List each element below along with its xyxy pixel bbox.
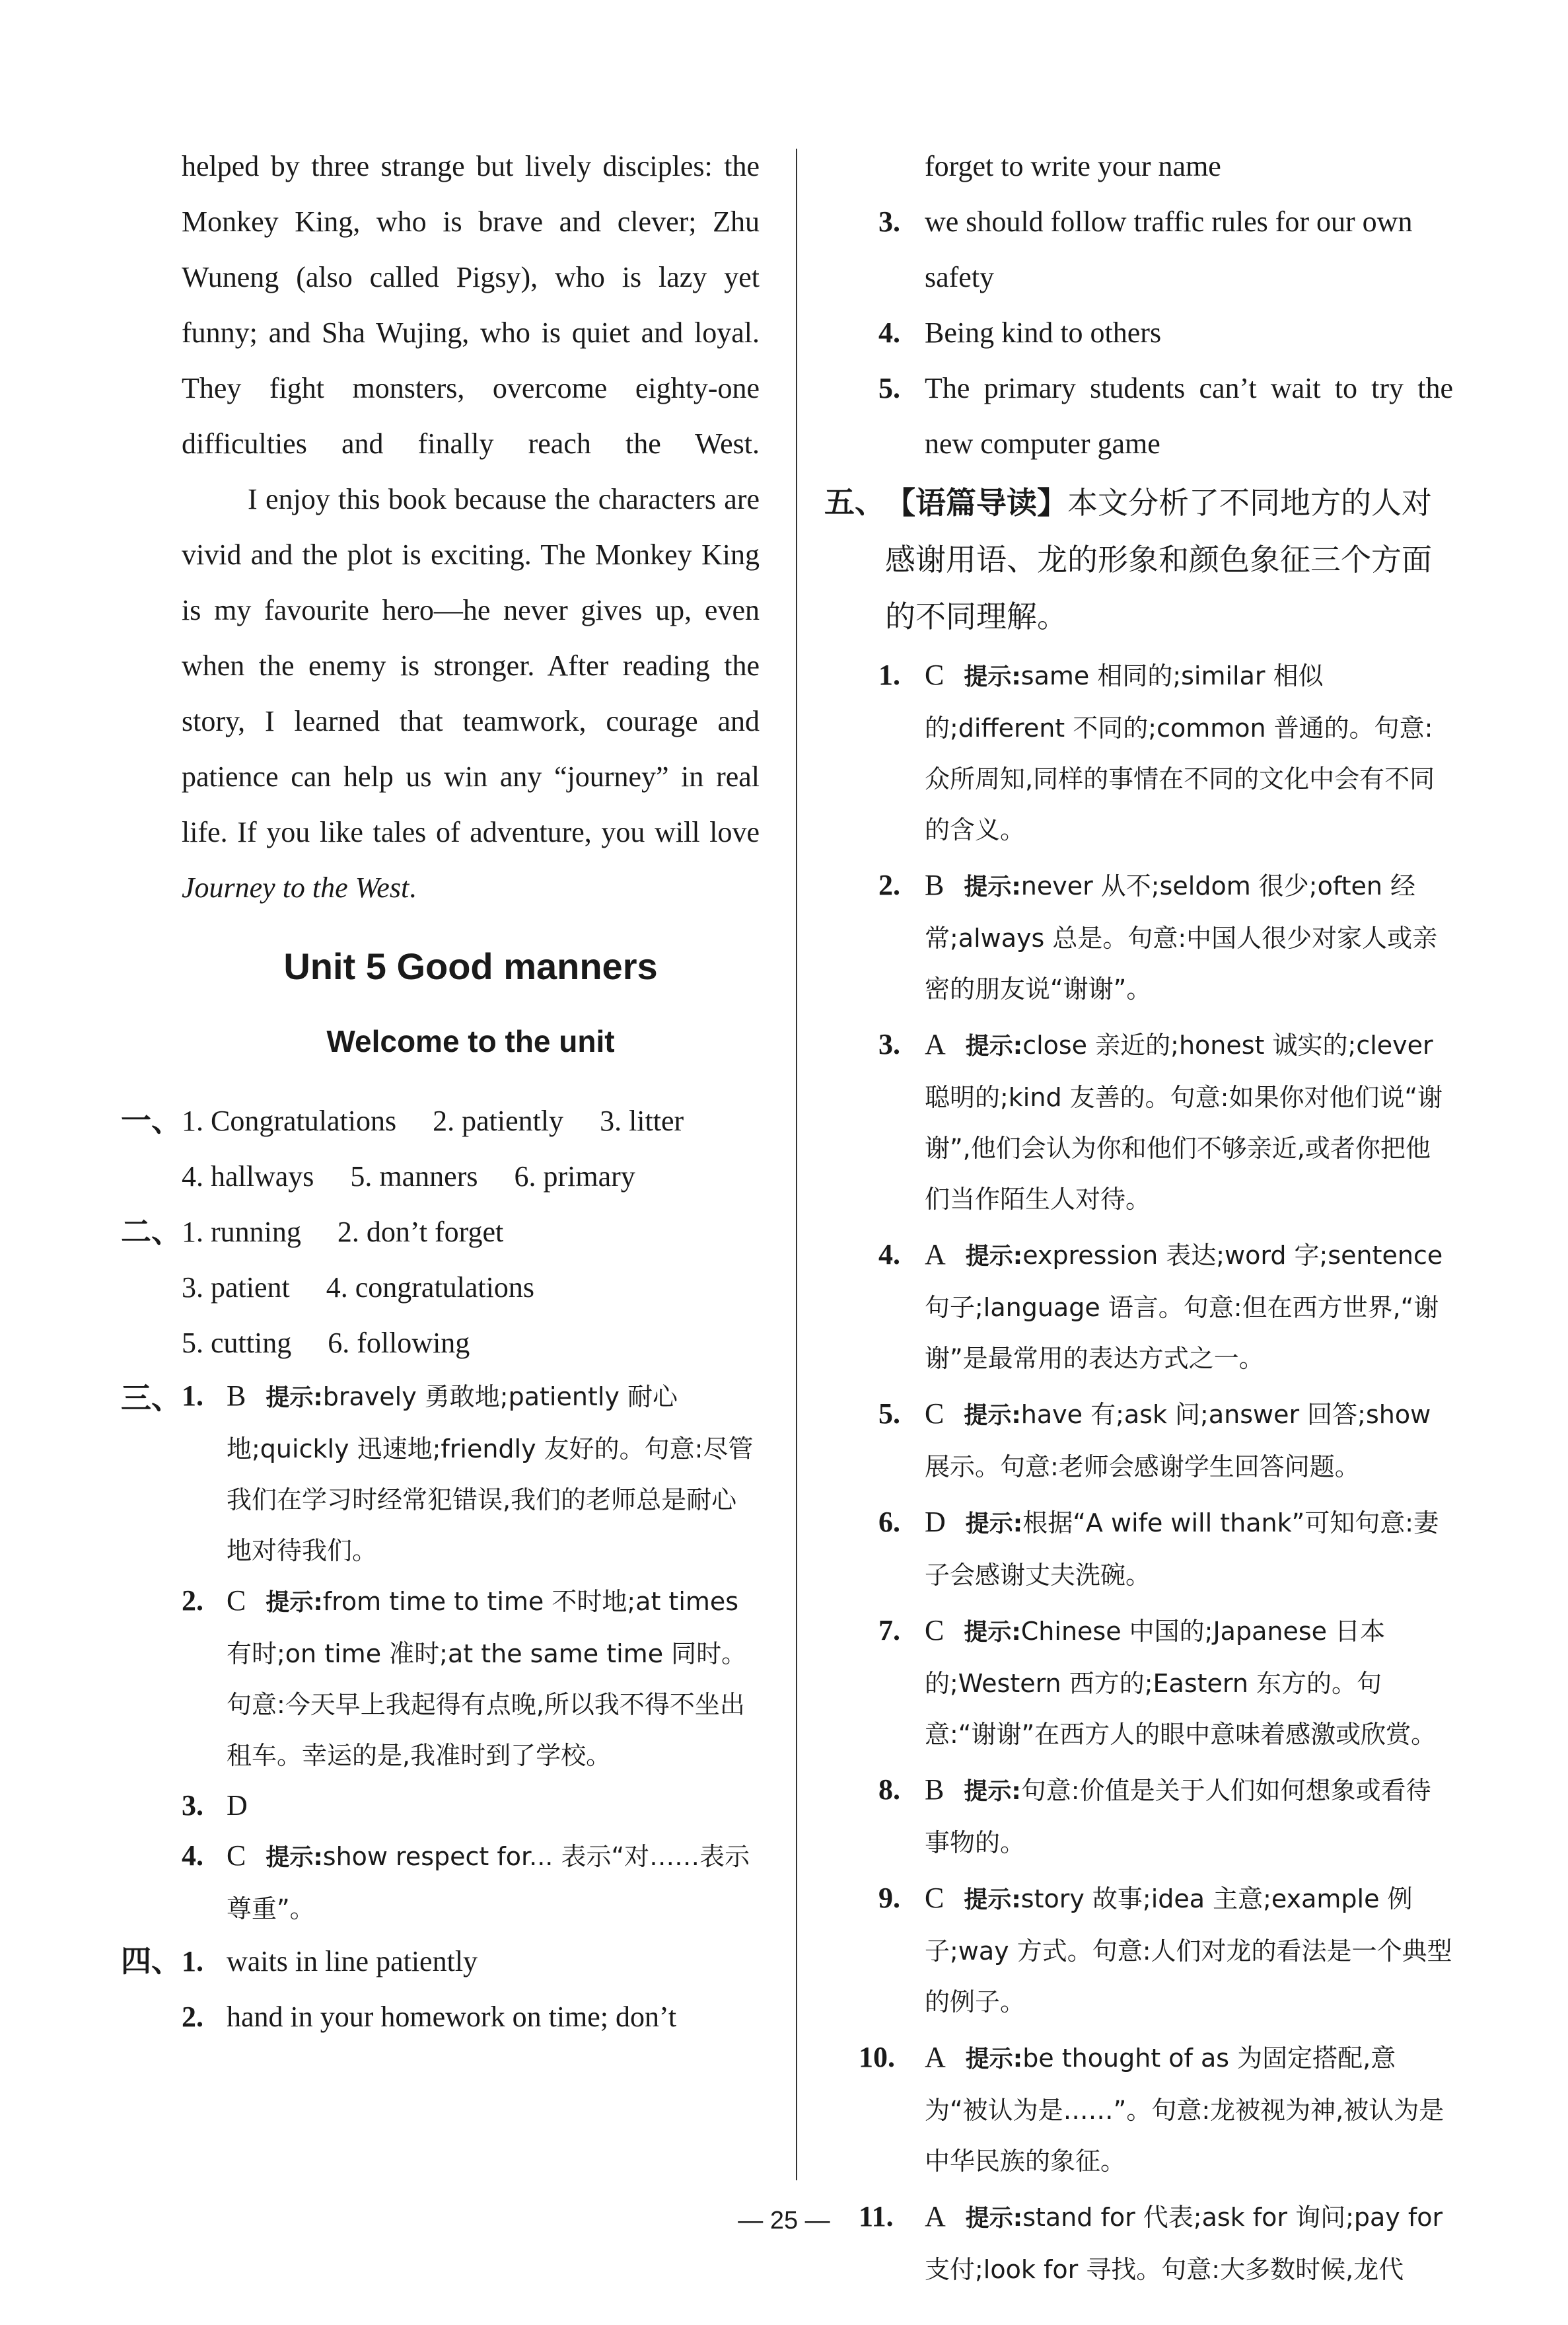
part-4-item bbox=[859, 139, 1453, 194]
item-answer: D bbox=[925, 1506, 946, 1538]
part-1-mark: 一、 bbox=[121, 1104, 182, 1138]
item-answer: waits in line patiently bbox=[227, 1945, 478, 1977]
item-number: 3. bbox=[182, 1789, 203, 1822]
part-5-item bbox=[859, 1873, 1453, 2027]
item-number: 2. bbox=[182, 1584, 203, 1617]
hint-text: bravely 勇敢地;patiently 耐心地;quickly 迅速地;friendly 友好的。句意:尽管我们在学习时经常犯错误,我们的老师总是耐心地对待我们。 bbox=[227, 1382, 754, 1565]
part-3-item bbox=[182, 1781, 760, 1831]
answer: 2. don’t forget bbox=[337, 1216, 504, 1248]
part-4-item bbox=[859, 194, 1453, 305]
item-answer: A bbox=[925, 2041, 946, 2073]
part-4 bbox=[121, 1934, 760, 2045]
item-number: 10. bbox=[859, 2041, 895, 2073]
hint-label: 提示: bbox=[965, 1033, 1023, 1060]
item-number: 4. bbox=[878, 1238, 900, 1271]
hint-label: 提示: bbox=[965, 1510, 1023, 1537]
part-5-item bbox=[859, 1605, 1453, 1759]
item-answer: The primary students can’t wait to try the new computer game bbox=[925, 372, 1453, 460]
part-4-item bbox=[182, 1934, 760, 1989]
answer: 1. Congratulations bbox=[182, 1105, 397, 1137]
hint-label: 提示: bbox=[964, 1402, 1021, 1429]
section-title: Welcome to the unit bbox=[326, 1024, 615, 1058]
part-4-item bbox=[859, 305, 1453, 361]
hint-text: expression 表达;word 字;sentence 句子;language 语言。句意:但在西方世界,“谢谢”是最常用的表达方式之一。 bbox=[925, 1241, 1443, 1373]
item-answer: C bbox=[227, 1839, 246, 1872]
item-number: 9. bbox=[878, 1882, 900, 1914]
hint-label: 提示: bbox=[266, 1589, 323, 1616]
hint-label: 提示: bbox=[964, 1778, 1021, 1805]
unit-title: Unit 5 Good manners bbox=[283, 945, 658, 987]
part-5-item bbox=[859, 1019, 1453, 1224]
answer: 6. following bbox=[328, 1327, 470, 1359]
item-number: 2. bbox=[182, 2001, 203, 2033]
item-answer: hand in your homework on time; don’t bbox=[227, 2001, 677, 2033]
page-number: — 25 — bbox=[738, 2207, 830, 2234]
answer: 2. patiently bbox=[433, 1105, 564, 1137]
book-title: Journey to the West bbox=[182, 871, 410, 904]
item-answer: C bbox=[925, 1397, 944, 1430]
item-number: 1. bbox=[878, 659, 900, 691]
answer: 4. hallways bbox=[182, 1160, 314, 1193]
hint-label: 提示: bbox=[964, 1886, 1021, 1913]
item-answer: we should follow traffic rules for our own safety bbox=[925, 205, 1413, 293]
answer: 4. congratulations bbox=[326, 1271, 534, 1304]
item-answer: C bbox=[925, 659, 944, 691]
part-5-mark: 五、 bbox=[824, 486, 885, 519]
hint-text: same 相同的;similar 相似的;different 不同的;common 普通的。句意:众所周知,同样的事情在不同的文化中会有不同的含义。 bbox=[925, 661, 1435, 844]
item-number: 5. bbox=[878, 1397, 900, 1430]
item-number: 1. bbox=[182, 1380, 203, 1412]
hint-label: 提示: bbox=[965, 2205, 1023, 2232]
hint-text: from time to time 不时地;at times 有时;on time 准时;at the same time 同时。句意:今天早上我起得有点晚,所以我不得不坐出租车。幸运的是,我准时到了学校。 bbox=[227, 1587, 747, 1770]
part-5-item bbox=[859, 650, 1453, 855]
answer: 6. primary bbox=[514, 1160, 635, 1193]
item-answer: B bbox=[227, 1380, 246, 1412]
part-4-item bbox=[859, 361, 1453, 472]
part-4-continued bbox=[859, 139, 1453, 472]
answer: 1. running bbox=[182, 1216, 301, 1248]
answer: 5. manners bbox=[350, 1160, 478, 1193]
hint-text: be thought of as 为固定搭配,意为“被认为是……”。句意:龙被视为神,被认为是中华民族的象征。 bbox=[925, 2044, 1444, 2176]
part-2-row-1 bbox=[182, 1204, 760, 1260]
item-number: 4. bbox=[182, 1839, 203, 1872]
hint-label: 提示: bbox=[965, 1243, 1023, 1270]
item-answer: C bbox=[925, 1882, 944, 1914]
item-number: 6. bbox=[878, 1506, 900, 1538]
part-5 bbox=[824, 474, 1453, 2295]
part-5-item bbox=[859, 860, 1453, 1014]
hint-text: story 故事;idea 主意;example 例子;way 方式。句意:人们对龙的看法是一个典型的例子。 bbox=[925, 1884, 1452, 2016]
answer: 3. litter bbox=[600, 1105, 684, 1137]
hint-text: stand for 代表;ask for 询问;pay for 支付;look for 寻找。句意:大多数时候,龙代 bbox=[925, 2203, 1443, 2284]
item-number: 2. bbox=[878, 869, 900, 901]
hint-text: 根据“A wife will thank”可知句意:妻子会感谢丈夫洗碗。 bbox=[925, 1508, 1439, 1590]
hint-text: never 从不;seldom 很少;often 经常;always 总是。句意:中国人很少对家人或亲密的朋友说“谢谢”。 bbox=[925, 871, 1438, 1004]
item-number: 11. bbox=[859, 2200, 894, 2233]
hint-text: Chinese 中国的;Japanese 日本的;Western 西方的;Eastern 东方的。句意:“谢谢”在西方人的眼中意味着感激或欣赏。 bbox=[925, 1617, 1437, 1749]
part-4-item bbox=[182, 1989, 760, 2045]
hint-label: 提示: bbox=[964, 873, 1021, 901]
item-answer: C bbox=[925, 1614, 944, 1646]
reading-guide-text: 本文分析了不同地方的人对感谢用语、龙的形象和颜色象征三个方面的不同理解。 bbox=[885, 485, 1432, 634]
column-divider bbox=[796, 149, 797, 2180]
item-number: 1. bbox=[182, 1945, 203, 1977]
item-number: 5. bbox=[878, 372, 900, 404]
hint-label: 提示: bbox=[266, 1844, 323, 1871]
item-answer: A bbox=[925, 1028, 946, 1060]
item-answer: D bbox=[227, 1789, 248, 1822]
item-number: 7. bbox=[878, 1614, 900, 1646]
item-number: 3. bbox=[878, 1028, 900, 1060]
hint-label: 提示: bbox=[964, 1619, 1021, 1646]
part-3-mark: 三、 bbox=[121, 1382, 182, 1415]
part-3-item bbox=[182, 1371, 760, 1576]
part-3-item bbox=[182, 1576, 760, 1781]
part-5-item bbox=[859, 1497, 1453, 1600]
story-paragraph-1: helped by three strange but lively disciples: the Monkey King, who is brave and clever; Zhu Wuneng (also called Pigsy), who is lazy yet funny; and Sha Wujing, who is quiet and loyal. They fight monsters, overcome eighty-one difficulties and finally reach the West. bbox=[182, 150, 760, 460]
part-5-item bbox=[859, 1230, 1453, 1384]
part-2-mark: 二、 bbox=[121, 1215, 182, 1249]
left-column bbox=[121, 139, 760, 2045]
part-5-items bbox=[859, 650, 1453, 2295]
item-number: 3. bbox=[878, 205, 900, 238]
reading-guide-tag: 【语篇导读】 bbox=[885, 485, 1067, 521]
part-5-item bbox=[859, 1389, 1453, 1492]
hint-label: 提示: bbox=[964, 663, 1021, 690]
reading-guide bbox=[859, 474, 1453, 645]
part-3-item bbox=[182, 1831, 760, 1934]
item-answer: B bbox=[925, 869, 944, 901]
answer: 5. cutting bbox=[182, 1327, 292, 1359]
part-5-item bbox=[859, 2032, 1453, 2186]
item-answer: C bbox=[227, 1584, 246, 1617]
hint-label: 提示: bbox=[266, 1384, 323, 1411]
hint-label: 提示: bbox=[965, 2046, 1023, 2073]
part-5-item bbox=[859, 1765, 1453, 1868]
part-1 bbox=[121, 1093, 760, 1204]
part-1-row-2 bbox=[182, 1149, 760, 1204]
right-column bbox=[824, 139, 1453, 2300]
part-2-row-2 bbox=[182, 1260, 760, 1315]
part-2-row-3 bbox=[182, 1315, 760, 1371]
item-number: 4. bbox=[878, 316, 900, 349]
part-3 bbox=[121, 1371, 760, 1934]
item-answer: A bbox=[925, 2200, 946, 2233]
story-paragraph-2-text: I enjoy this book because the characters are vivid and the plot is exciting. The Monkey King is my favourite hero—he never gives up, even when the enemy is stronger. After reading the story, I learned that teamwork, courage and patience can help us win any “journey” in real life. If you like tales of adventure, you will love bbox=[182, 483, 760, 848]
answer: 3. patient bbox=[182, 1271, 290, 1304]
hint-text: have 有;ask 问;answer 回答;show 展示。句意:老师会感谢学生回答问题。 bbox=[925, 1400, 1431, 1481]
part-2 bbox=[121, 1204, 760, 1371]
item-answer: forget to write your name bbox=[925, 150, 1221, 182]
part-1-row-1 bbox=[182, 1093, 760, 1149]
item-answer: Being kind to others bbox=[925, 316, 1162, 349]
hint-text: show respect for... 表示“对……表示尊重”。 bbox=[227, 1842, 750, 1923]
hint-text: 句意:价值是关于人们如何想象或看待事物的。 bbox=[925, 1776, 1431, 1857]
part-4-mark: 四、 bbox=[121, 1944, 182, 1978]
hint-text: close 亲近的;honest 诚实的;clever 聪明的;kind 友善的。句意:如果你对他们说“谢谢”,他们会认为你和他们不够亲近,或者你把他们当作陌生人对待。 bbox=[925, 1031, 1443, 1214]
item-answer: B bbox=[925, 1773, 944, 1806]
story-paragraph-2: I enjoy this book because the characters are vivid and the plot is exciting. The Monkey King is my favourite hero—he never gives up, even when the enemy is stronger. After reading the story, I learned that teamwork, courage and patience can help us win any “journey” in real life. If you like tales of adventure, you will love Journey to the West. bbox=[182, 483, 760, 904]
item-answer: A bbox=[925, 1238, 946, 1271]
item-number: 8. bbox=[878, 1773, 900, 1806]
